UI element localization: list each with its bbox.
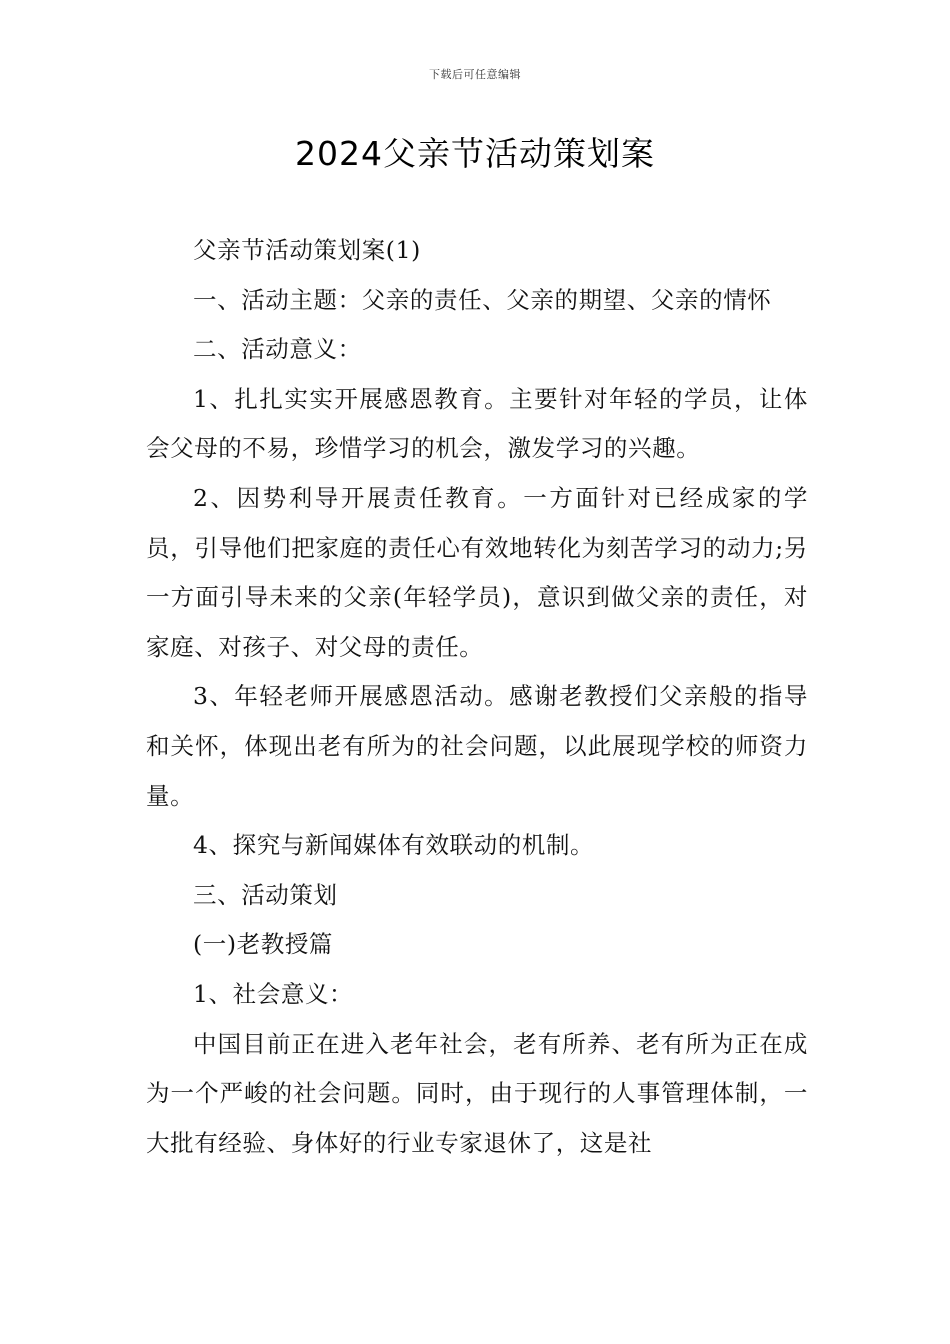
document-body <box>146 226 808 1168</box>
document-title: 2024父亲节活动策划案 <box>295 134 655 173</box>
paragraph: 1、社会意义： <box>193 979 354 1008</box>
header-note: 下载后可任意编辑 <box>429 68 521 81</box>
paragraph: 3、年轻老师开展感恩活动。感谢老教授们父亲般的指导和关怀，体现出老有所为的社会问题，以此展现学校的师资力量。 <box>146 682 808 810</box>
paragraph: 1、扎扎实实开展感恩教育。主要针对年轻的学员，让体会父母的不易，珍惜学习的机会，激发学习的兴趣。 <box>146 384 808 463</box>
paragraph: 三、活动策划 <box>193 880 338 909</box>
paragraph: 中国目前正在进入老年社会，老有所养、老有所为正在成为一个严峻的社会问题。同时，由于现行的人事管理体制，一大批有经验、身体好的行业专家退休了，这是社 <box>146 1029 808 1157</box>
paragraph: 二、活动意义： <box>193 335 362 364</box>
paragraph: 一、活动主题：父亲的责任、父亲的期望、父亲的情怀 <box>193 285 772 314</box>
paragraph: 4、探究与新闻媒体有效联动的机制。 <box>193 831 595 860</box>
paragraph: 2、因势利导开展责任教育。一方面针对已经成家的学员，引导他们把家庭的责任心有效地转化为刻苦学习的动力;另一方面引导未来的父亲(年轻学员)，意识到做父亲的责任，对家庭、对孩子、对父母的责任。 <box>146 483 808 661</box>
paragraph: 父亲节活动策划案(1) <box>193 236 421 264</box>
paragraph: (一)老教授篇 <box>193 930 334 959</box>
